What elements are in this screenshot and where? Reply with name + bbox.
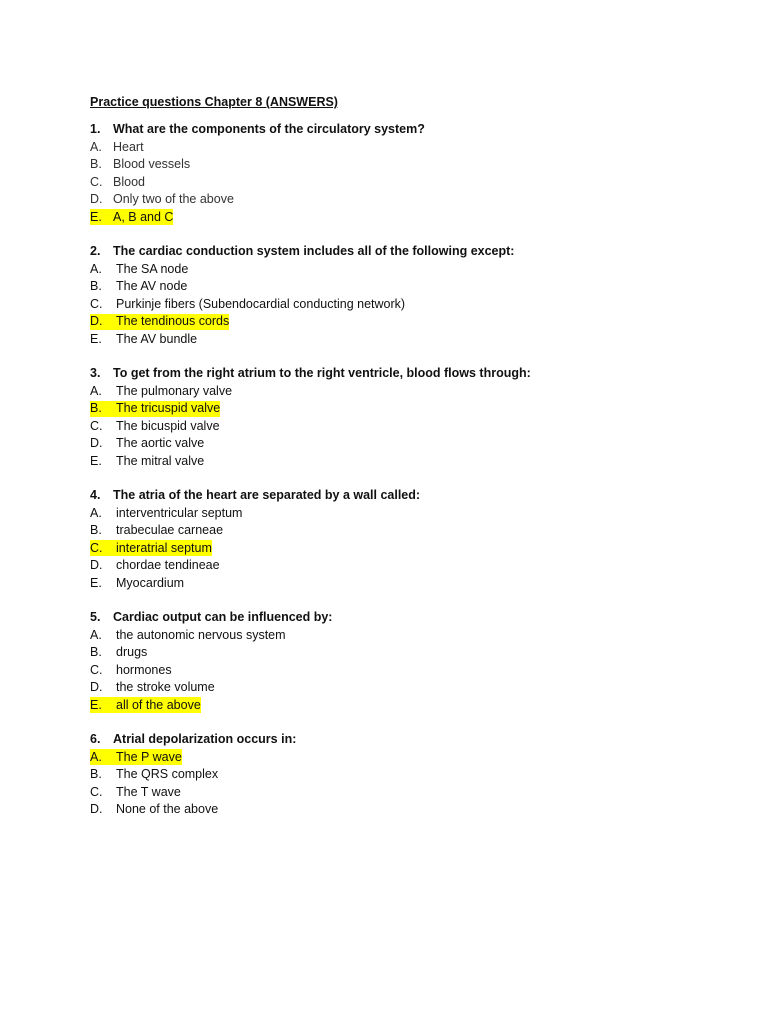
option-letter: B.	[90, 523, 102, 537]
option-text: The bicuspid valve	[116, 418, 220, 433]
option-text: hormones	[116, 662, 172, 677]
question-text: Cardiac output can be influenced by:	[113, 610, 333, 624]
option-content	[90, 645, 147, 661]
option-letter: C.	[90, 296, 103, 311]
option-content	[90, 697, 201, 713]
option-letter: D.	[90, 802, 103, 816]
option-content	[90, 453, 204, 469]
option-text: None of the above	[116, 802, 219, 816]
option-letter: E.	[90, 697, 102, 712]
question-number: 4.	[90, 488, 101, 502]
answer-option	[90, 662, 730, 680]
option-text: The tricuspid valve	[116, 401, 221, 415]
answer-option	[90, 331, 730, 349]
option-content	[90, 331, 197, 347]
option-content	[90, 784, 181, 800]
option-content	[90, 209, 173, 225]
question-text-line	[90, 609, 730, 627]
answer-option-highlighted	[90, 313, 730, 331]
option-text: The P wave	[116, 749, 182, 764]
answer-option	[90, 278, 730, 296]
answer-option-highlighted	[90, 540, 730, 558]
question-4	[90, 487, 730, 592]
option-content	[90, 314, 229, 330]
option-letter: D.	[90, 558, 103, 572]
answer-option	[90, 505, 730, 523]
option-letter: D.	[90, 314, 103, 328]
answer-option	[90, 575, 730, 593]
question-text: The cardiac conduction system includes all of the following except:	[113, 244, 515, 258]
answer-option	[90, 383, 730, 401]
option-letter: D.	[90, 436, 103, 450]
question-text-line	[90, 731, 730, 749]
question-text: The atria of the heart are separated by a wall called:	[113, 488, 421, 502]
option-content	[90, 418, 220, 434]
option-letter: B.	[90, 157, 102, 171]
option-letter: A.	[90, 261, 102, 276]
option-text: The aortic valve	[116, 436, 205, 450]
answer-option	[90, 679, 730, 697]
answer-option	[90, 522, 730, 540]
option-letter: E.	[90, 575, 102, 590]
option-content	[90, 767, 218, 783]
option-text: The pulmonary valve	[116, 383, 233, 398]
option-content	[90, 662, 172, 678]
question-3	[90, 365, 730, 470]
answer-option	[90, 453, 730, 471]
option-text: The AV node	[116, 279, 188, 293]
option-text: trabeculae carneae	[116, 523, 224, 537]
answer-option	[90, 174, 730, 192]
option-letter: C.	[90, 662, 103, 677]
question-2	[90, 243, 730, 348]
option-text: the stroke volume	[116, 680, 215, 694]
option-text: Purkinje fibers (Subendocardial conducting network)	[116, 296, 406, 311]
option-content	[90, 192, 234, 208]
answer-option	[90, 418, 730, 436]
option-letter: B.	[90, 401, 102, 415]
option-letter: B.	[90, 767, 102, 781]
question-text-line	[90, 243, 730, 261]
question-5	[90, 609, 730, 714]
option-content	[90, 558, 220, 574]
answer-option	[90, 261, 730, 279]
option-content	[90, 436, 204, 452]
question-text-line	[90, 121, 730, 139]
option-letter: A.	[90, 383, 102, 398]
option-letter: A.	[90, 627, 102, 642]
answer-option-highlighted	[90, 400, 730, 418]
option-letter: E.	[90, 209, 102, 224]
option-text: The AV bundle	[116, 331, 198, 346]
option-content	[90, 627, 286, 643]
option-content	[90, 383, 232, 399]
option-content	[90, 401, 220, 417]
answer-option	[90, 191, 730, 209]
answer-option	[90, 627, 730, 645]
option-text: The mitral valve	[116, 453, 205, 468]
option-letter: C.	[90, 784, 103, 799]
answer-option-highlighted	[90, 749, 730, 767]
option-text: The tendinous cords	[116, 314, 230, 328]
option-text: Only two of the above	[113, 192, 234, 206]
answer-option	[90, 766, 730, 784]
question-number: 3.	[90, 366, 101, 380]
option-letter: D.	[90, 680, 103, 694]
option-letter: A.	[90, 139, 102, 154]
document-title: Practice questions Chapter 8 (ANSWERS)	[90, 95, 338, 109]
option-letter: A.	[90, 505, 102, 520]
option-letter: D.	[90, 192, 103, 206]
option-content	[90, 296, 405, 312]
option-content	[90, 680, 215, 696]
option-content	[90, 174, 145, 190]
question-text: What are the components of the circulatory system?	[113, 122, 425, 136]
question-text: Atrial depolarization occurs in:	[113, 732, 297, 746]
answer-option	[90, 644, 730, 662]
option-letter: A.	[90, 749, 102, 764]
option-text: interatrial septum	[116, 540, 212, 555]
answer-option-highlighted	[90, 697, 730, 715]
option-text: Blood	[113, 174, 145, 189]
question-number: 1.	[90, 122, 101, 136]
option-text: drugs	[116, 645, 148, 659]
option-content	[90, 279, 187, 295]
question-number: 2.	[90, 244, 101, 258]
option-text: chordae tendineae	[116, 558, 220, 572]
option-text: the autonomic nervous system	[116, 627, 286, 642]
option-letter: B.	[90, 279, 102, 293]
question-number: 5.	[90, 610, 101, 624]
answer-option	[90, 296, 730, 314]
option-text: Heart	[113, 139, 144, 154]
answer-option	[90, 156, 730, 174]
option-text: A, B and C	[113, 209, 174, 224]
option-text: The SA node	[116, 261, 189, 276]
option-letter: C.	[90, 418, 103, 433]
option-text: The QRS complex	[116, 767, 219, 781]
option-text: Myocardium	[116, 575, 185, 590]
option-text: Blood vessels	[113, 157, 191, 171]
question-text: To get from the right atrium to the right ventricle, blood flows through:	[113, 366, 531, 380]
option-content	[90, 575, 184, 591]
option-letter: E.	[90, 331, 102, 346]
option-text: all of the above	[116, 697, 201, 712]
option-text: interventricular septum	[116, 505, 243, 520]
option-letter: C.	[90, 174, 103, 189]
option-content	[90, 802, 218, 818]
option-content	[90, 157, 190, 173]
option-content	[90, 749, 182, 765]
option-content	[90, 261, 188, 277]
option-letter: B.	[90, 645, 102, 659]
question-text-line	[90, 365, 730, 383]
document-page	[90, 94, 730, 836]
option-content	[90, 505, 242, 521]
question-list	[90, 121, 730, 819]
question-text-line	[90, 487, 730, 505]
question-1	[90, 121, 730, 226]
option-content	[90, 523, 223, 539]
answer-option	[90, 139, 730, 157]
question-6	[90, 731, 730, 819]
answer-option-highlighted	[90, 209, 730, 227]
option-content	[90, 139, 144, 155]
option-text: The T wave	[116, 784, 181, 799]
option-letter: C.	[90, 540, 103, 555]
answer-option	[90, 801, 730, 819]
answer-option	[90, 784, 730, 802]
question-number: 6.	[90, 732, 101, 746]
answer-option	[90, 557, 730, 575]
option-content	[90, 540, 212, 556]
answer-option	[90, 435, 730, 453]
option-letter: E.	[90, 453, 102, 468]
